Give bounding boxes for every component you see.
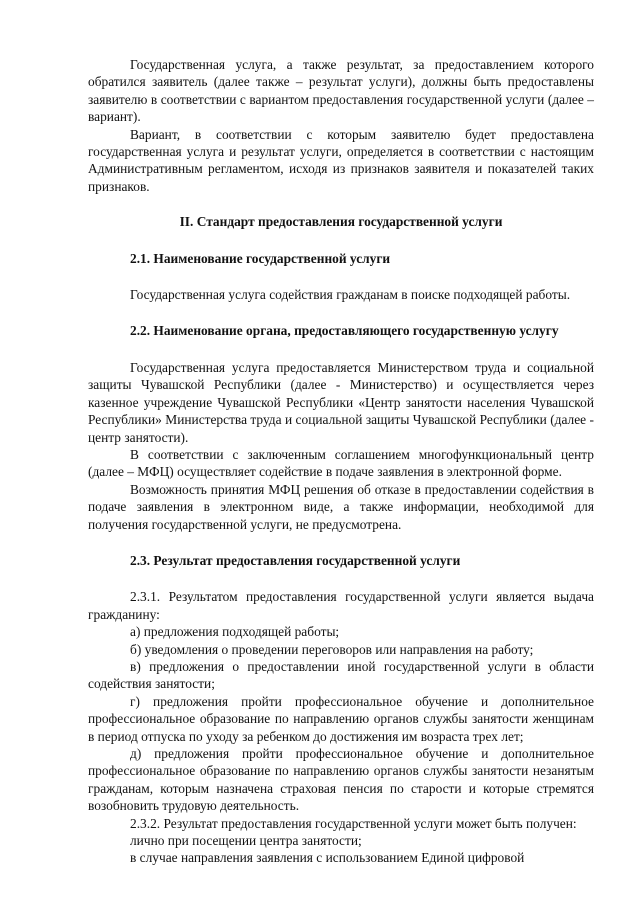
list-item-v: в) предложения о предоставлении иной государственной услуги в области содействия занятости;	[88, 658, 594, 692]
list-item-g: г) предложения пройти профессиональное обучение и дополнительное профессиональное образование по направлению органов службы занятости женщинам в период отпуска по уходу за ребенком до достижения им возраста трех лет;	[88, 693, 594, 744]
paragraph-2-2-mfc: В соответствии с заключенным соглашением многофункциональный центр (далее – МФЦ) осуществляет содействие в подаче заявления в электронной форме.	[88, 446, 594, 480]
paragraph-2-3-1: 2.3.1. Результатом предоставления государственной услуги является выдача гражданину:	[88, 589, 594, 622]
paragraph-variant: Вариант, в соответствии с которым заявителю будет предоставлена государственная услуга и результат услуги, определяется в соответствии с настоящим Административным регламентом, исходя из признаков заявителя и показателей таких признаков.	[88, 126, 594, 194]
heading-2-1: 2.1. Наименование государственной услуги	[130, 250, 391, 266]
paragraph-2-1: Государственная услуга содействия гражданам в поиске подходящей работы.	[130, 287, 571, 303]
section-title-standard: II. Стандарт предоставления государственной услуги	[179, 214, 503, 230]
list-item-in-person: лично при посещении центра занятости;	[130, 833, 362, 849]
paragraph-service-result: Государственная услуга, а также результат, за предоставлением которого обратился заявитель (далее также – результат услуги), должны быть предоставлены заявителю в соответствии с вариантом предоставления государственной услуги (далее – вариант).	[88, 57, 594, 125]
list-item-d: д) предложения пройти профессиональное обучение и дополнительное профессиональное образование по направлению органов службы занятости незанятым гражданам, которым назначена страховая пенсия по старости и которые стремятся возобновить трудовую деятельность.	[88, 746, 594, 814]
heading-2-3: 2.3. Результат предоставления государственной услуги	[130, 552, 461, 568]
list-item-b: б) уведомления о проведении переговоров или направления на работу;	[130, 641, 534, 657]
paragraph-2-3-2: 2.3.2. Результат предоставления государственной услуги может быть получен:	[130, 815, 577, 831]
list-item-electronic: в случае направления заявления с использованием Единой цифровой	[130, 850, 525, 866]
paragraph-2-2-ministry: Государственная услуга предоставляется Министерством труда и социальной защиты Чувашской Республики (далее - Министерство) и осуществляется через казенное учреждение Чувашской Республики «Центр занятости населения Чувашской Республики» Министерства труда и социальной защиты Чувашской Республики (далее - центр занятости).	[88, 359, 594, 445]
paragraph-2-2-refusal: Возможность принятия МФЦ решения об отказе в предоставлении содействия в подаче заявления в электронном виде, а также информации, необходимой для получения государственной услуги, не предусмотрена.	[88, 481, 594, 532]
list-item-a: а) предложения подходящей работы;	[130, 624, 340, 640]
heading-2-2: 2.2. Наименование органа, предоставляющего государственную услугу	[130, 323, 559, 339]
